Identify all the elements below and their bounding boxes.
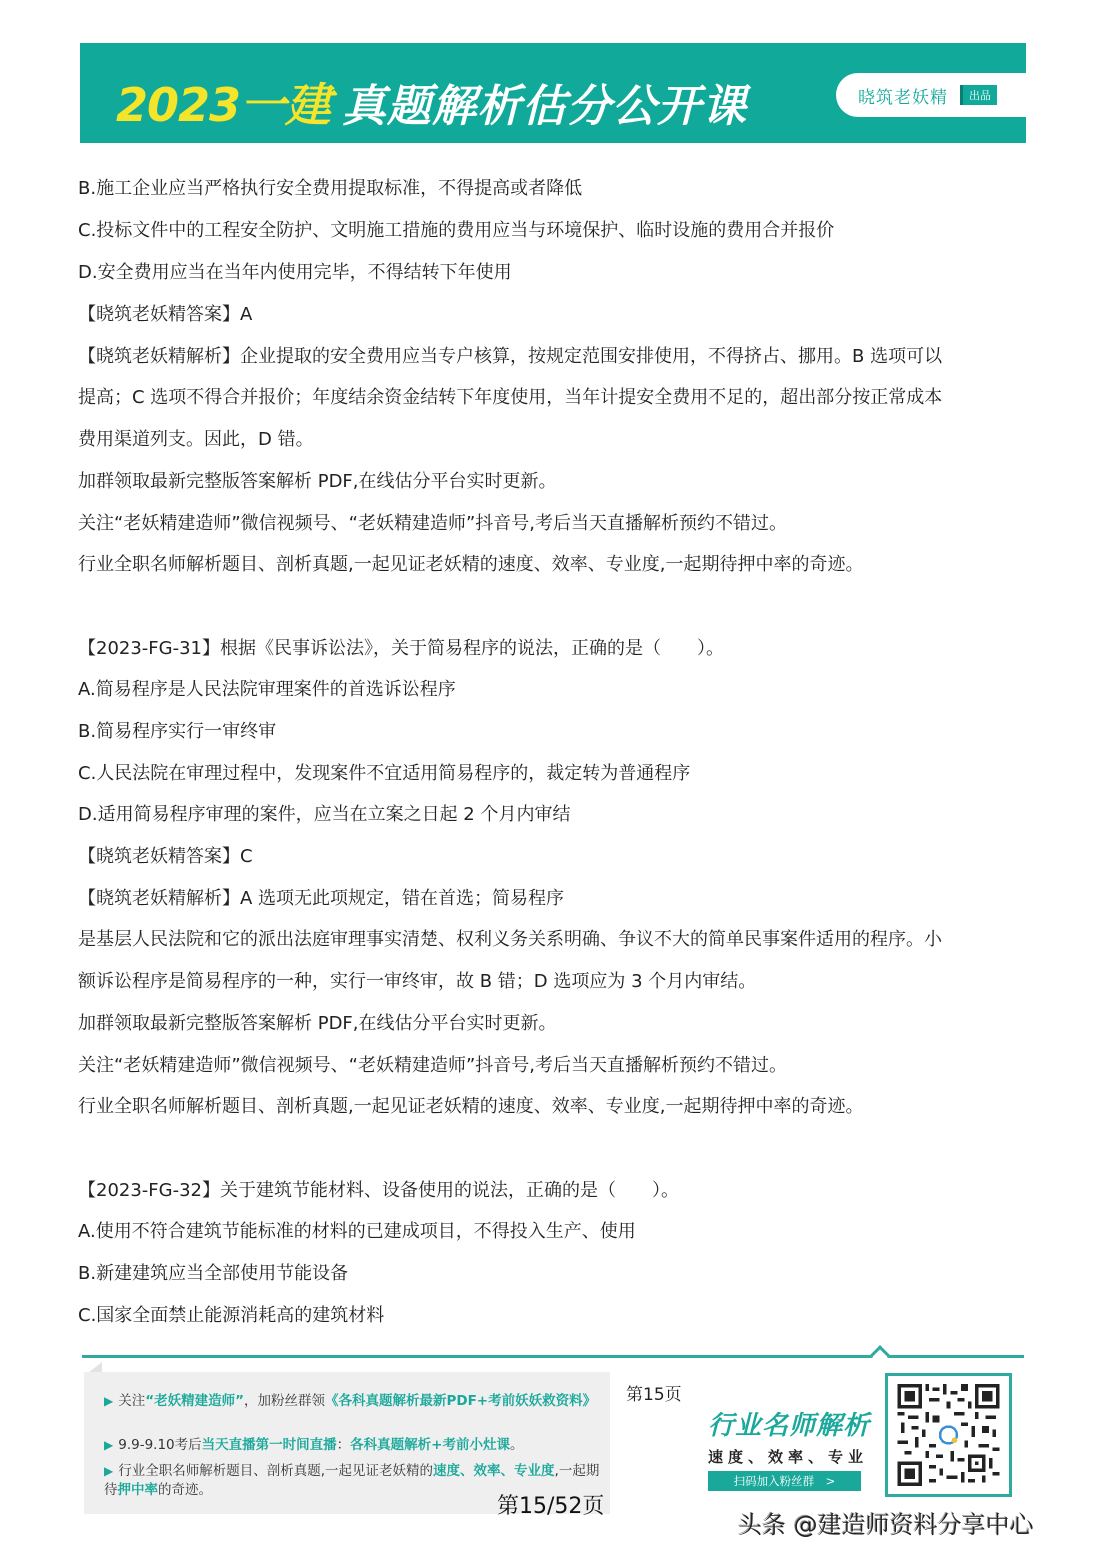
promo-title: 行业名师解析 [708, 1411, 871, 1441]
footer-item [104, 1392, 604, 1411]
play-arrow-icon: ▶ [104, 1394, 114, 1408]
footer-highlight: 各科真题解析+考前小灶课 [350, 1437, 510, 1453]
q30-option-d: D.安全费用应当在当年内使用完毕，不得结转下年使用 [78, 262, 512, 283]
footer-text: 的奇迹。 [158, 1482, 212, 1498]
page-number-small: 第15页 [626, 1385, 682, 1405]
footer-highlight: “老妖精建造师” [145, 1393, 244, 1409]
q32-option-a: A.使用不符合建筑节能标准的材料的已建成项目，不得投入生产、使用 [78, 1221, 636, 1242]
footer-text: 。 [509, 1437, 524, 1453]
brand-badge [836, 73, 1026, 117]
q31-stem: 【2023-FG-31】根据《民事诉讼法》，关于简易程序的说法，正确的是（ ）。 [78, 638, 725, 659]
q31-option-c: C.人民法院在审理过程中，发现案件不宜适用简易程序的，裁定转为普通程序 [78, 763, 691, 784]
q31-option-b: B.简易程序实行一审终审 [78, 721, 277, 742]
promo-line: 行业全职名师解析题目、剖析真题,一起见证老妖精的速度、效率、专业度,一起期待押中率的奇迹。 [78, 554, 864, 575]
page-number-total: 第15/52页 [497, 1494, 605, 1519]
footer-text: 9.9-9.10考后 [118, 1437, 202, 1453]
footer-notch [870, 1345, 890, 1365]
q32-option-b: B.新建建筑应当全部使用节能设备 [78, 1263, 349, 1284]
banner-year: 2023一建 [116, 78, 331, 132]
footer-text: ,一起期待 [104, 1463, 600, 1498]
promo-line: 关注“老妖精建造师”微信视频号、“老妖精建造师”抖音号,考后当天直播解析预约不错过。 [78, 513, 788, 534]
qr-code-icon[interactable] [885, 1373, 1012, 1497]
footer-highlight: 速度、效率、专业度 [433, 1463, 555, 1479]
q30-analysis-line: 费用渠道列支。因此，D 错。 [78, 429, 314, 450]
brand-tag: 出品 [960, 85, 997, 105]
q30-option-c: C.投标文件中的工程安全防护、文明施工措施的费用应当与环境保护、临时设施的费用合并报价 [78, 220, 835, 241]
footer-item [104, 1436, 523, 1455]
promo-line: 加群领取最新完整版答案解析 PDF,在线估分平台实时更新。 [78, 471, 557, 492]
q31-answer: 【晓筑老妖精答案】C [78, 846, 253, 867]
q31-option-a: A.简易程序是人民法院审理案件的首选诉讼程序 [78, 679, 456, 700]
q31-option-d: D.适用简易程序审理的案件，应当在立案之日起 2 个月内审结 [78, 804, 571, 825]
watermark: 头条 @建造师资料分享中心 [738, 1511, 1034, 1539]
brand-name: 晓筑老妖精 [858, 87, 948, 108]
header-banner [80, 43, 1026, 143]
q32-stem: 【2023-FG-32】关于建筑节能材料、设备使用的说法，正确的是（ ）。 [78, 1180, 680, 1201]
q31-analysis-line: 额诉讼程序是简易程序的一种，实行一审终审，故 B 错；D 选项应为 3 个月内审结。 [78, 971, 757, 992]
promo-line: 加群领取最新完整版答案解析 PDF,在线估分平台实时更新。 [78, 1013, 557, 1034]
footer-highlight: 当天直播第一时间直播 [201, 1437, 337, 1453]
join-fan-group-button[interactable]: 扫码加入粉丝群 > [708, 1471, 861, 1491]
promo-block [708, 1405, 871, 1491]
play-arrow-icon: ▶ [104, 1438, 114, 1452]
footer-text: 行业全职名师解析题目、剖析真题,一起见证老妖精的 [118, 1463, 434, 1479]
q30-analysis-line: 【晓筑老妖精解析】企业提取的安全费用应当专户核算，按规定范围安排使用，不得挤占、挪用。B 选项可以 [78, 346, 943, 367]
q31-analysis-line: 【晓筑老妖精解析】A 选项无此项规定，错在首选；简易程序 [78, 888, 565, 909]
footer-text: ，加粉丝群领 [243, 1393, 325, 1409]
banner-main-title: 真题解析估分公开课 [342, 81, 748, 132]
banner-title [116, 69, 747, 135]
q30-answer: 【晓筑老妖精答案】A [78, 304, 253, 325]
promo-line: 行业全职名师解析题目、剖析真题,一起见证老妖精的速度、效率、专业度,一起期待押中率的奇迹。 [78, 1096, 864, 1117]
q30-option-b: B.施工企业应当严格执行安全费用提取标准，不得提高或者降低 [78, 178, 583, 199]
footer-highlight: 押中率 [117, 1482, 158, 1498]
q31-analysis-line: 是基层人民法院和它的派出法庭审理事实清楚、权利义务关系明确、争议不大的简单民事案件适用的程序。小 [78, 929, 942, 950]
play-arrow-icon: ▶ [104, 1464, 114, 1478]
promo-subtitle: 速度、效率、专业 [708, 1448, 869, 1466]
promo-line: 关注“老妖精建造师”微信视频号、“老妖精建造师”抖音号,考后当天直播解析预约不错过。 [78, 1055, 788, 1076]
footer-highlight: 《各科真题解析最新PDF+考前妖妖救资料》 [324, 1393, 597, 1409]
q32-option-c: C.国家全面禁止能源消耗高的建筑材料 [78, 1305, 385, 1326]
footer-text: 关注 [118, 1393, 146, 1409]
q30-analysis-line: 提高；C 选项不得合并报价；年度结余资金结转下年度使用，当年计提安全费用不足的，超出部分按正常成本 [78, 387, 943, 408]
footer-text: ： [336, 1437, 351, 1453]
